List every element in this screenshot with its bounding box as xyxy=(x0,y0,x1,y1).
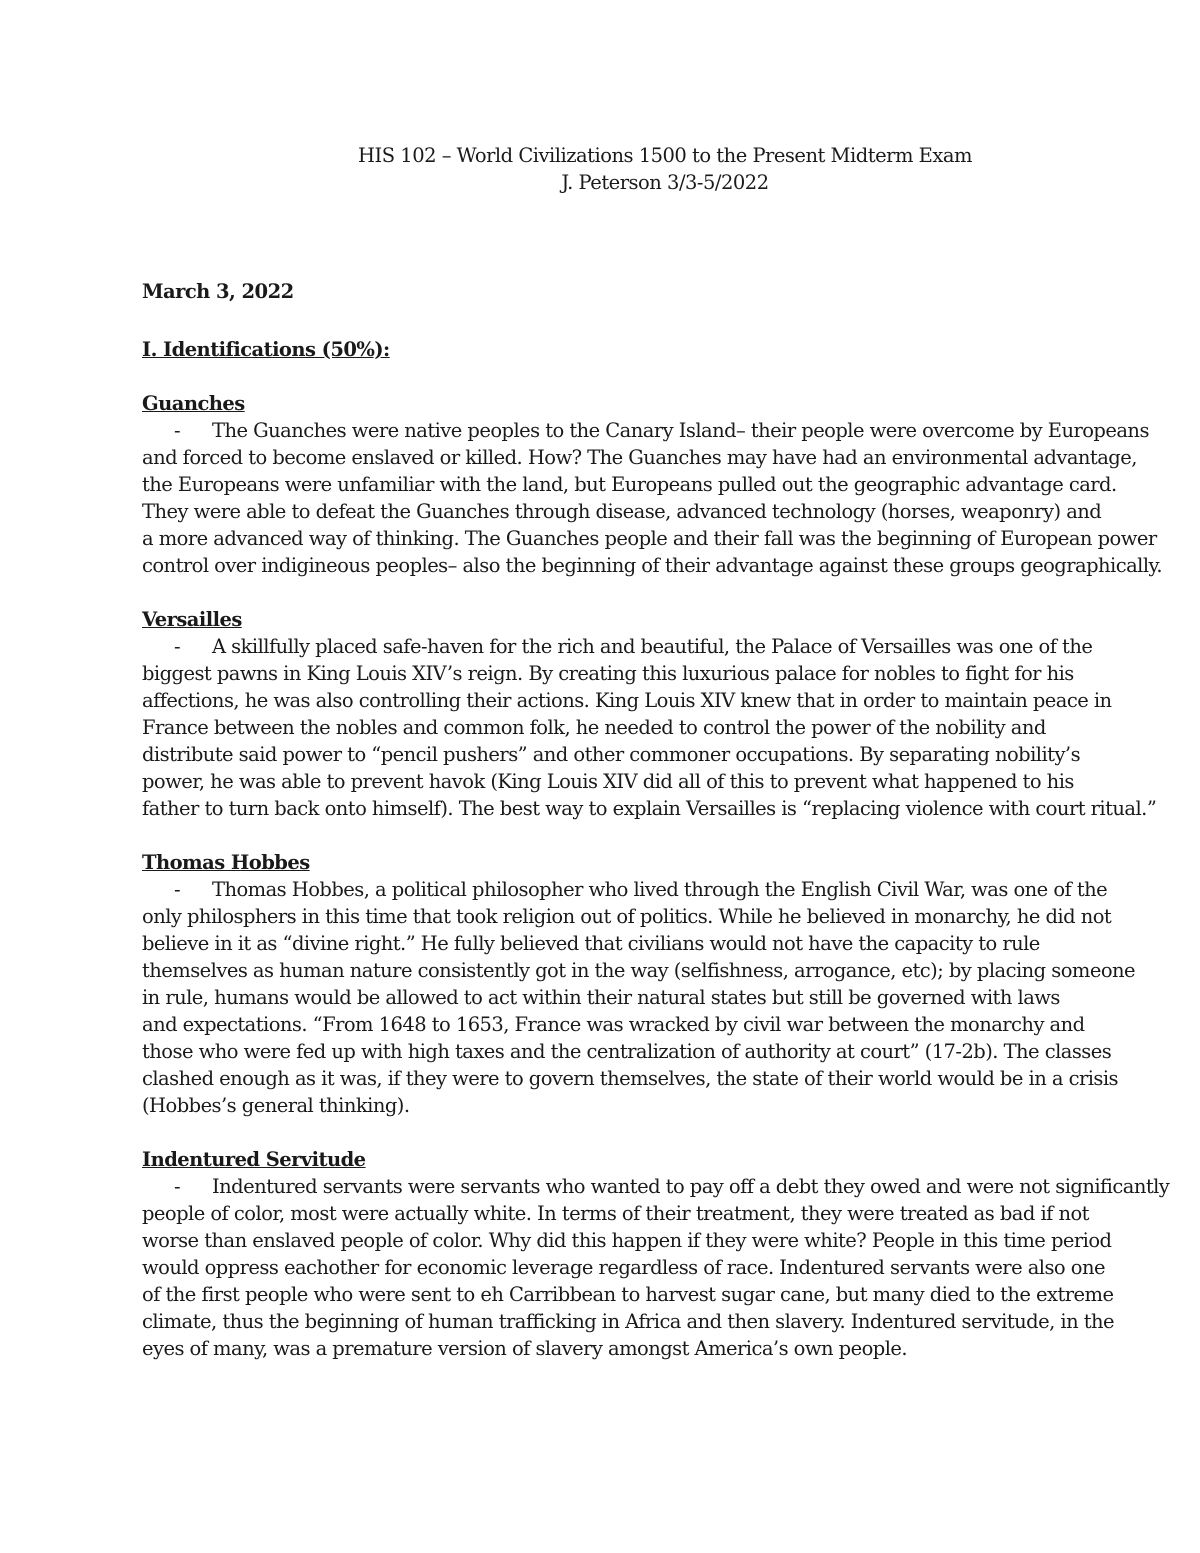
entry-line: believe in it as “divine right.” He fully believed that civilians would not have the capacity to rule xyxy=(142,932,1040,955)
entry-line: would oppress eachother for economic leverage regardless of race. Indentured servants were also one xyxy=(142,1256,1105,1279)
entry-line: affections, he was also controlling their actions. King Louis XIV knew that in order to maintain peace in xyxy=(142,689,1112,712)
entry-line xyxy=(142,633,1167,660)
document-subtitle: J. Peterson 3/3-5/2022 xyxy=(561,171,769,194)
entry-line: biggest pawns in King Louis XIV’s reign. By creating this luxurious palace for nobles to fight for his xyxy=(142,662,1074,685)
document-title: HIS 102 – World Civilizations 1500 to the Present Midterm Exam xyxy=(358,144,972,167)
entry-line: people of color, most were actually white. In terms of their treatment, they were treated as bad if not xyxy=(142,1202,1089,1225)
entry-line: power, he was able to prevent havok (King Louis XIV did all of this to prevent what happened to his xyxy=(142,770,1074,793)
entry-versailles xyxy=(142,606,1167,822)
entry-line: father to turn back onto himself). The best way to explain Versailles is “replacing violence with court ritual.” xyxy=(142,797,1157,820)
document-header xyxy=(0,142,1200,196)
entry-line: in rule, humans would be allowed to act within their natural states but still be governed with laws xyxy=(142,986,1060,1009)
entry-line: eyes of many, was a premature version of slavery amongst America’s own people. xyxy=(142,1337,908,1360)
entry-line: the Europeans were unfamiliar with the land, but Europeans pulled out the geographic advantage card. xyxy=(142,473,1117,496)
entry-body xyxy=(142,633,1167,822)
bullet-dash: - xyxy=(174,635,181,658)
entry-body xyxy=(142,417,1167,579)
entry-line: clashed enough as it was, if they were to govern themselves, the state of their world would be in a crisis xyxy=(142,1067,1119,1090)
entry-line: of the first people who were sent to eh Carribbean to harvest sugar cane, but many died to the extreme xyxy=(142,1283,1114,1306)
entry-line: a more advanced way of thinking. The Guanches people and their fall was the beginning of European power xyxy=(142,527,1157,550)
entry-line: control over indigineous peoples– also the beginning of their advantage against these groups geographically. xyxy=(142,554,1163,577)
entry-line: and forced to become enslaved or killed. How? The Guanches may have had an environmental advantage, xyxy=(142,446,1137,469)
document-body xyxy=(142,278,1170,1362)
bullet-dash: - xyxy=(174,419,181,442)
entry-line: They were able to defeat the Guanches through disease, advanced technology (horses, weaponry) and xyxy=(142,500,1102,523)
entry-title: Indentured Servitude xyxy=(142,1148,366,1171)
entry-line: those who were fed up with high taxes and the centralization of authority at court” (17-2b). The classes xyxy=(142,1040,1112,1063)
entry-line: only philosphers in this time that took religion out of politics. While he believed in monarchy, he did not xyxy=(142,905,1112,928)
entry-line xyxy=(142,1173,1170,1200)
entry-line-text: Thomas Hobbes, a political philosopher who lived through the English Civil War, was one of the xyxy=(212,878,1108,901)
entry-line: themselves as human nature consistently got in the way (selfishness, arrogance, etc); by placing someone xyxy=(142,959,1136,982)
entry-line: worse than enslaved people of color. Why did this happen if they were white? People in this time period xyxy=(142,1229,1112,1252)
bullet-dash: - xyxy=(174,1175,181,1198)
entry-line: distribute said power to “pencil pushers” and other commoner occupations. By separating nobility’s xyxy=(142,743,1081,766)
entry-body xyxy=(142,1173,1170,1362)
entry-title: Thomas Hobbes xyxy=(142,851,310,874)
entry-line: France between the nobles and common folk, he needed to control the power of the nobility and xyxy=(142,716,1046,739)
exam-date: March 3, 2022 xyxy=(142,280,294,303)
entry-line xyxy=(142,876,1167,903)
entry-title: Versailles xyxy=(142,608,242,631)
bullet-dash: - xyxy=(174,878,181,901)
entry-line: (Hobbes’s general thinking). xyxy=(142,1094,410,1117)
section-title: I. Identifications (50%): xyxy=(142,338,390,361)
entry-body xyxy=(142,876,1167,1119)
entry-line-text: Indentured servants were servants who wanted to pay off a debt they owed and were not significantly xyxy=(212,1175,1170,1198)
entry-thomas-hobbes xyxy=(142,849,1167,1119)
entry-title: Guanches xyxy=(142,392,245,415)
identification-entries xyxy=(142,390,1170,1362)
entry-line: and expectations. “From 1648 to 1653, France was wracked by civil war between the monarchy and xyxy=(142,1013,1085,1036)
entry-line-text: The Guanches were native peoples to the Canary Island– their people were overcome by Europeans xyxy=(212,419,1149,442)
entry-indentured-servitude xyxy=(142,1146,1170,1362)
entry-line-text: A skillfully placed safe-haven for the rich and beautiful, the Palace of Versailles was one of the xyxy=(212,635,1093,658)
entry-line xyxy=(142,417,1167,444)
entry-guanches xyxy=(142,390,1167,579)
entry-line: climate, thus the beginning of human trafficking in Africa and then slavery. Indentured servitude, in the xyxy=(142,1310,1115,1333)
